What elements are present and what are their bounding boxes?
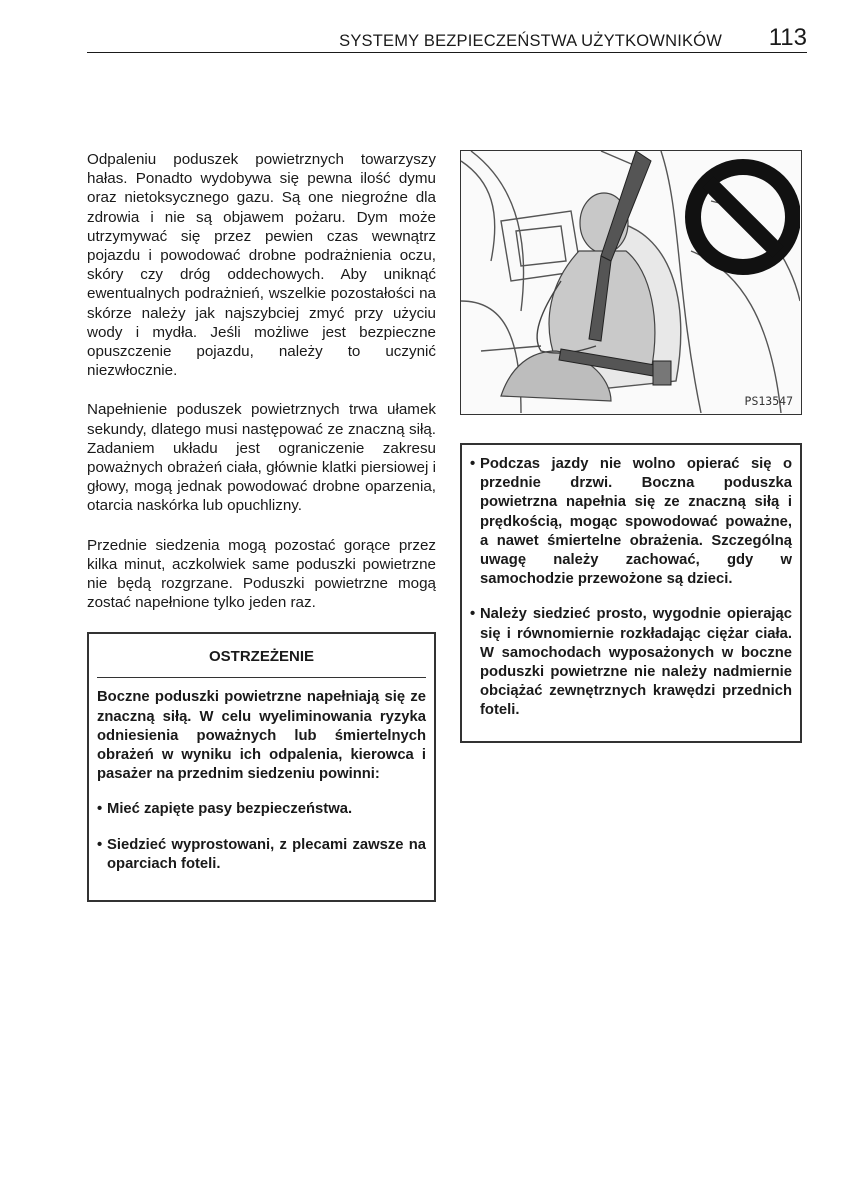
- warning-intro: Boczne poduszki powietrzne napełniają się ze znaczną siłą. W celu wyeliminowania ryzyka odniesienia poważnych lub śmiertelnych obrażeń w wyniku ich odpalenia, kierowca i pasażer na przednim siedzeniu powinni:: [97, 689, 426, 783]
- warning-bullet: [97, 800, 426, 819]
- right-column: [460, 150, 802, 743]
- caution-bullet: [470, 455, 792, 589]
- body-paragraph: Napełnienie poduszek powietrznych trwa ułamek sekundy, dlatego musi następować ze znaczną siłą. Zadaniem układu jest ograniczenie zakresu poważnych obrażeń ciała, głównie klatki piersiowej i głowy, mogą jednak powodować drobne oparzenia, otarcia naskórka lub opuchlizny.: [87, 401, 436, 515]
- bullet-text: Podczas jazdy nie wolno opierać się o przednie drzwi. Boczna poduszka powietrzna napełnia się ze znaczną siłą i prędkością, mogąc spowodować poważne, a nawet śmiertelne obrażenia. Szczególną uwagę należy zachować, gdy w samochodzie przewożone są dzieci.: [480, 456, 792, 588]
- bullet-mark: •: [470, 606, 476, 623]
- left-column: [87, 150, 436, 902]
- page-header: [87, 24, 807, 53]
- bullet-mark: •: [470, 456, 476, 472]
- illustration-code: PS13547: [744, 394, 793, 408]
- warning-title: OSTRZEŻENIE: [97, 634, 426, 678]
- bullet-mark: •: [97, 836, 103, 853]
- warning-bullet: [97, 836, 426, 874]
- illustration: [460, 150, 802, 415]
- prohibition-icon: [693, 167, 793, 267]
- warning-body: [89, 678, 434, 900]
- page-number: 113: [768, 24, 807, 51]
- body-paragraph: Przednie siedzenia mogą pozostać gorące przez kilka minut, aczkolwiek same poduszki powietrzne nie będą rozgrzane. Poduszki powietrzne mogą zostać napełnione tylko jeden raz.: [87, 536, 436, 612]
- body-paragraph: Odpaleniu poduszek powietrznych towarzyszy hałas. Ponadto wydobywa się pewna ilość dymu oraz nietoksycznego gazu. Są one niegroźne dla zdrowia i nie są objawem pożaru. Dym może utrzymywać się przez pewien czas wewnątrz pojazdu i powodować drobne podrażnienia oczu, skóry czy dróg oddechowych. Aby uniknąć ewentualnych podrażnień, wszelkie pozostałości na skórze należy jak najszybciej zmyć przy użyciu wody i mydła. Jeśli możliwe jest bezpieczne opuszczenie pojazdu, należy to uczynić niezwłocznie.: [87, 151, 436, 380]
- caution-box: [460, 443, 802, 743]
- bullet-text: Należy siedzieć prosto, wygodnie opierając się i równomiernie rozkładając ciężar ciała. W samochodach wyposażonych w boczne poduszki powietrzne nie należy nadmiernie obciążać zewnętrznych krawędzi przednich foteli.: [480, 606, 792, 719]
- bullet-mark: •: [97, 801, 103, 818]
- bullet-text: Mieć zapięte pasy bezpieczeństwa.: [107, 801, 353, 818]
- warning-box: [87, 632, 436, 902]
- bullet-text: Siedzieć wyprostowani, z plecami zawsze na oparciach foteli.: [107, 836, 426, 872]
- passenger-leaning-illustration: [461, 151, 800, 413]
- section-title: SYSTEMY BEZPIECZEŃSTWA UŻYTKOWNIKÓW: [339, 32, 722, 50]
- caution-bullet: [470, 605, 792, 720]
